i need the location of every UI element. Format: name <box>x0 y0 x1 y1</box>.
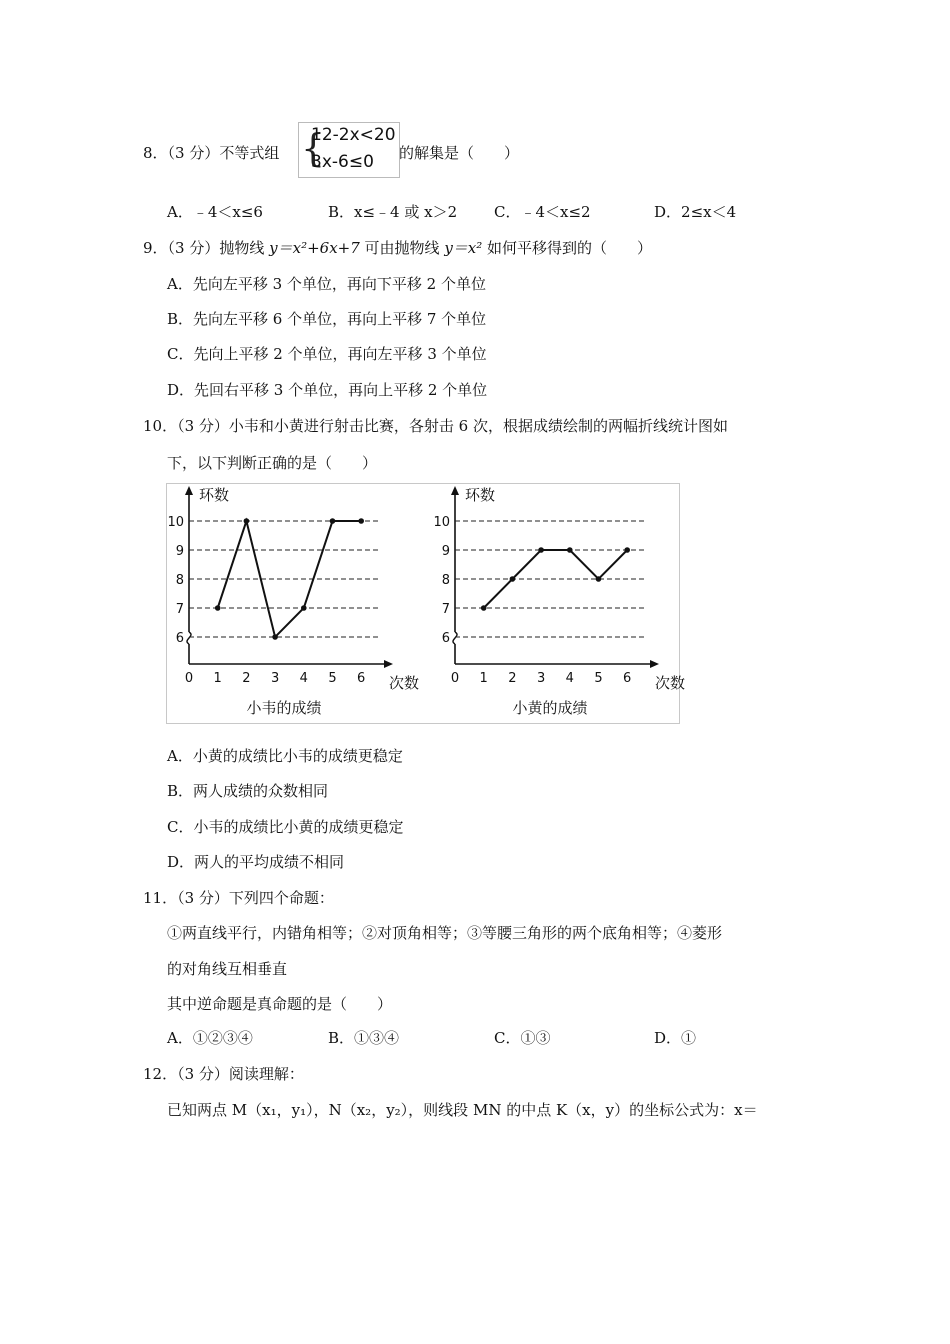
data-point <box>538 547 544 553</box>
option-b: B．先向左平移 6 个单位，再向上平移 7 个单位 <box>167 310 487 328</box>
x-tick-label: 2 <box>508 671 517 686</box>
propositions-line-2: 的对角线互相垂直 <box>167 960 288 978</box>
question-9-stem <box>143 238 652 258</box>
question-number: 8． <box>143 144 168 162</box>
stem-text: （3 分）下列四个命题： <box>177 889 334 907</box>
question-11-ask: 其中逆命题是真命题的是（ ） <box>167 995 393 1013</box>
question-10-stem-line-2: 下，以下判断正确的是（ ） <box>167 454 378 472</box>
brace-symbol: { <box>301 126 326 170</box>
stem-text: 可由抛物线 <box>359 239 445 257</box>
option-d: D．2≤x＜4 <box>654 203 737 221</box>
y-tick-label: 9 <box>441 544 450 559</box>
option-c: C．﹣4＜x≤2 <box>494 203 591 221</box>
option-a: A．﹣4＜x≤6 <box>167 203 263 221</box>
inequality-line-1: 12-2x<20 <box>311 125 396 145</box>
x-tick-label: 0 <box>450 671 460 686</box>
question-12-text <box>167 1100 758 1120</box>
x-axis-label: 次数 <box>389 674 420 692</box>
question-8-options <box>167 202 807 222</box>
inequality-line-2: 3x-6≤0 <box>311 152 374 172</box>
question-number: 10． <box>143 417 178 435</box>
chart-title: 小黄的成绩 <box>512 699 588 717</box>
data-point <box>596 576 602 582</box>
y-tick-label: 8 <box>175 573 184 588</box>
data-point <box>358 518 364 524</box>
x-tick-label: 3 <box>536 671 546 686</box>
x-tick-label: 5 <box>328 671 337 686</box>
data-point <box>272 634 278 640</box>
y-axis-label: 环数 <box>465 486 496 504</box>
charts-svg <box>167 484 686 723</box>
option-b: B．x≤﹣4 或 x＞2 <box>328 203 458 221</box>
x-axis-arrow <box>650 660 659 668</box>
question-number: 9． <box>143 239 168 257</box>
data-point <box>215 605 221 611</box>
y-axis-arrow <box>185 486 193 495</box>
x-tick-label: 5 <box>594 671 603 686</box>
data-point <box>481 605 487 611</box>
option-d: D．先回右平移 3 个单位，再向上平移 2 个单位 <box>167 381 488 399</box>
question-points-text: （3 分）不等式组 <box>167 144 280 162</box>
x-tick-label: 4 <box>565 671 574 686</box>
y-tick-label: 9 <box>175 544 184 559</box>
question-11-options <box>167 1028 807 1048</box>
option-c: C．先向上平移 2 个单位，再向左平移 3 个单位 <box>167 345 487 363</box>
option-a: A．①②③④ <box>167 1029 253 1047</box>
question-8-stem <box>143 143 279 163</box>
option-a: A．先向左平移 3 个单位，再向下平移 2 个单位 <box>167 275 486 293</box>
data-point <box>330 518 336 524</box>
x-axis-arrow <box>384 660 393 668</box>
option-c: C．小韦的成绩比小黄的成绩更稳定 <box>167 818 404 836</box>
equation-1: y＝x²+6x+7 <box>269 239 360 257</box>
option-b: B．两人成绩的众数相同 <box>167 782 329 800</box>
x-tick-label: 6 <box>623 671 632 686</box>
y-tick-label: 6 <box>441 631 450 646</box>
data-point <box>244 518 250 524</box>
y-axis-label: 环数 <box>199 486 230 504</box>
text-prefix: 已知两点 <box>167 1101 232 1119</box>
stem-text: 如何平移得到的（ ） <box>482 239 653 257</box>
y-tick-label: 8 <box>441 573 450 588</box>
y-axis-arrow <box>451 486 459 495</box>
chart-title: 小韦的成绩 <box>246 699 322 717</box>
x-tick-label: 4 <box>299 671 308 686</box>
y-tick-label: 7 <box>441 602 450 617</box>
y-tick-label: 6 <box>175 631 184 646</box>
data-point <box>510 576 516 582</box>
x-tick-label: 1 <box>479 671 488 686</box>
x-axis-label: 次数 <box>655 674 686 692</box>
question-10-stem-line-1 <box>143 416 728 436</box>
stem-text: （3 分）小韦和小黄进行射击比赛，各射击 6 次，根据成绩绘制的两幅折线统计图如 <box>177 417 728 435</box>
line-chart-2 <box>433 486 685 717</box>
line-chart-1 <box>167 486 419 717</box>
stem-text: （3 分）抛物线 <box>167 239 270 257</box>
x-tick-label: 0 <box>184 671 194 686</box>
option-c: C．①③ <box>494 1029 551 1047</box>
question-number: 11． <box>143 889 178 907</box>
x-tick-label: 2 <box>242 671 251 686</box>
question-11-stem <box>143 888 334 908</box>
stem-text: （3 分）阅读理解： <box>177 1065 304 1083</box>
option-d: D．两人的平均成绩不相同 <box>167 853 345 871</box>
y-tick-label: 7 <box>175 602 184 617</box>
option-a: A．小黄的成绩比小韦的成绩更稳定 <box>167 747 403 765</box>
midpoint-formula-text: M（x₁，y₁），N（x₂，y₂），则线段 MN 的中点 K（x，y）的坐标公式为：x＝ <box>231 1101 758 1119</box>
axis-break-symbol <box>187 632 191 644</box>
equation-2: y＝x² <box>444 239 483 257</box>
option-d: D．① <box>654 1029 697 1047</box>
data-point <box>301 605 307 611</box>
x-tick-label: 1 <box>213 671 222 686</box>
question-8-tail: 的解集是（ ） <box>399 144 520 162</box>
data-point <box>567 547 573 553</box>
x-tick-label: 3 <box>270 671 280 686</box>
y-tick-label: 10 <box>167 515 184 530</box>
propositions-line-1: ①两直线平行，内错角相等；②对顶角相等；③等腰三角形的两个底角相等；④菱形 <box>167 924 723 942</box>
x-tick-label: 6 <box>357 671 366 686</box>
question-12-stem <box>143 1064 304 1084</box>
line-charts-figure <box>166 483 686 724</box>
option-b: B．①③④ <box>328 1029 400 1047</box>
question-number: 12． <box>143 1065 178 1083</box>
y-tick-label: 10 <box>433 515 450 530</box>
data-point <box>624 547 630 553</box>
inequality-system-image <box>298 122 400 178</box>
axis-break-symbol <box>453 632 457 644</box>
